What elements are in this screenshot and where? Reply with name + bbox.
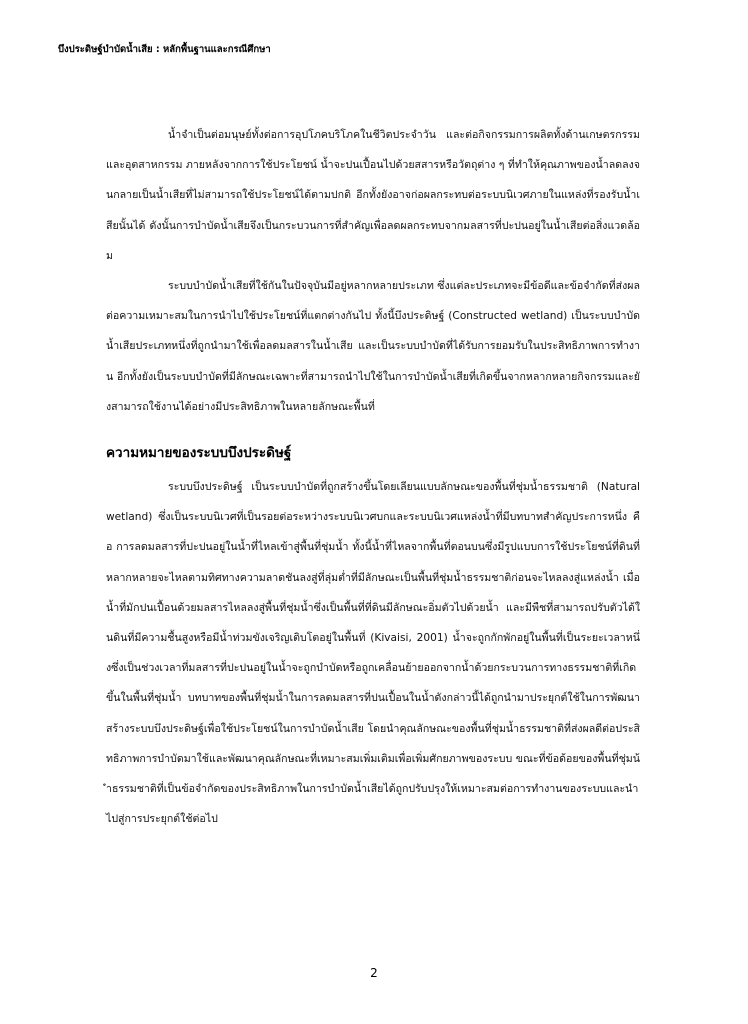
running-header: บึงประดิษฐ์บำบัดน้ำเสีย : หลักพื้นฐานและกรณีศึกษา	[58, 44, 271, 55]
intro-paragraph-2: ระบบบำบัดน้ำเสียที่ใช้กันในปัจจุบันมีอยู่หลากหลายประเภท ซึ่งแต่ละประเภทจะมีข้อดีและข้อจำกัดที่ส่งผลต่อความเหมาะสมในการนำไปใช้ประโยชน์ที่แตกต่างกันไป ทั้งนี้บึงประดิษฐ์ (Constructed wetland) เป็นระบบบำบัดน้ำเสียประเภทหนึ่งที่ถูกนำมาใช้เพื่อลดมลสารในน้ำเสีย และเป็นระบบบำบัดที่ได้รับการยอมรับในประสิทธิภาพการทำงาน อีกทั้งยังเป็นระบบบำบัดที่มีลักษณะเฉพาะที่สามารถนำไปใช้ในการบำบัดน้ำเสียที่เกิดขึ้นจากหลากหลายกิจกรรมและยังสามารถใช้งานได้อย่างมีประสิทธิภาพในหลายลักษณะพื้นที่	[106, 280, 640, 413]
page-number: 2	[370, 966, 378, 980]
intro-paragraph-1: น้ำจำเป็นต่อมนุษย์ทั้งต่อการอุปโภคบริโภคในชีวิตประจำวัน และต่อกิจกรรมการผลิตทั้งด้านเกษตรกรรมและอุตสาหกรรม ภายหลังจากการใช้ประโยชน์ น้ำจะปนเปื้อนไปด้วยสสารหรือวัตถุต่าง ๆ ที่ทำให้คุณภาพของน้ำลดลงจนกลายเป็นน้ำเสียที่ไม่สามารถใช้ประโยชน์ได้ตามปกติ อีกทั้งยังอาจก่อผลกระทบต่อระบบนิเวศภายในแหล่งที่รองรับน้ำเสียนั้นได้ ดังนั้นการบำบัดน้ำเสียจึงเป็นกระบวนการที่สำคัญเพื่อลดผลกระทบจากมลสารที่ปะปนอยู่ในน้ำเสียต่อสิ่งแวดล้อม	[106, 129, 640, 262]
section-paragraph-1: ระบบบึงประดิษฐ์ เป็นระบบบำบัดที่ถูกสร้างขึ้นโดยเลียนแบบลักษณะของพื้นที่ชุ่มน้ำธรรมชาติ (Natural wetland) ซึ่งเป็นระบบนิเวศที่เป็นรอยต่อระหว่างระบบนิเวศบกและระบบนิเวศแหล่งน้ำที่มีบทบาทสำคัญประการหนึ่ง คือ การลดมลสารที่ปะปนอยู่ในน้ำที่ไหลเข้าสู่พื้นที่ชุ่มน้ำ ทั้งนี้น้ำที่ไหลจากพื้นที่ตอนบนซึ่งมีรูปแบบการใช้ประโยชน์ที่ดินที่หลากหลายจะไหลตามทิศทางความลาดชันลงสู่ที่ลุ่มต่ำที่มีลักษณะเป็นพื้นที่ชุ่มน้ำธรรมชาติก่อนจะไหลลงสู่แหล่งน้ำ เมื่อน้ำที่มักปนเปื้อนด้วยมลสารไหลลงสู่พื้นที่ชุ่มน้ำซึ่งเป็นพื้นที่ที่ดินมีลักษณะอิ่มตัวไปด้วยน้ำ และมีพืชที่สามารถปรับตัวได้ในดินที่มีความชื้นสูงหรือมีน้ำท่วมขังเจริญเติบโตอยู่ในพื้นที่ (Kivaisi, 2001) น้ำจะถูกกักพักอยู่ในพื้นที่เป็นระยะเวลาหนึ่งซึ่งเป็นช่วงเวลาที่มลสารที่ปะปนอยู่ในน้ำจะถูกบำบัดหรือถูกเคลื่อนย้ายออกจากน้ำด้วยกระบวนการทางธรรมชาติที่เกิดขึ้นในพื้นที่ชุ่มน้ำ บทบาทของพื้นที่ชุ่มน้ำในการลดมลสารที่ปนเปื้อนในน้ำดังกล่าวนี้ได้ถูกนำมาประยุกต์ใช้ในการพัฒนาสร้างระบบบึงประดิษฐ์เพื่อใช้ประโยชน์ในการบำบัดน้ำเสีย โดยนำคุณลักษณะของพื้นที่ชุ่มน้ำธรรมชาติที่ส่งผลดีต่อประสิทธิภาพการบำบัดมาใช้และพัฒนาคุณลักษณะที่เหมาะสมเพิ่มเติมเพื่อเพิ่มศักยภาพของระบบ ขณะที่ข้อด้อยของพื้นที่ชุ่มน้ำธรรมชาติที่เป็นข้อจำกัดของประสิทธิภาพในการบำบัดน้ำเสียได้ถูกปรับปรุงให้เหมาะสมต่อการทำงานของระบบและนำไปสู่การประยุกต์ใช้ต่อไป	[106, 481, 640, 826]
body-text	[106, 120, 640, 834]
section-heading: ความหมายของระบบบึงประดิษฐ์	[106, 445, 292, 462]
